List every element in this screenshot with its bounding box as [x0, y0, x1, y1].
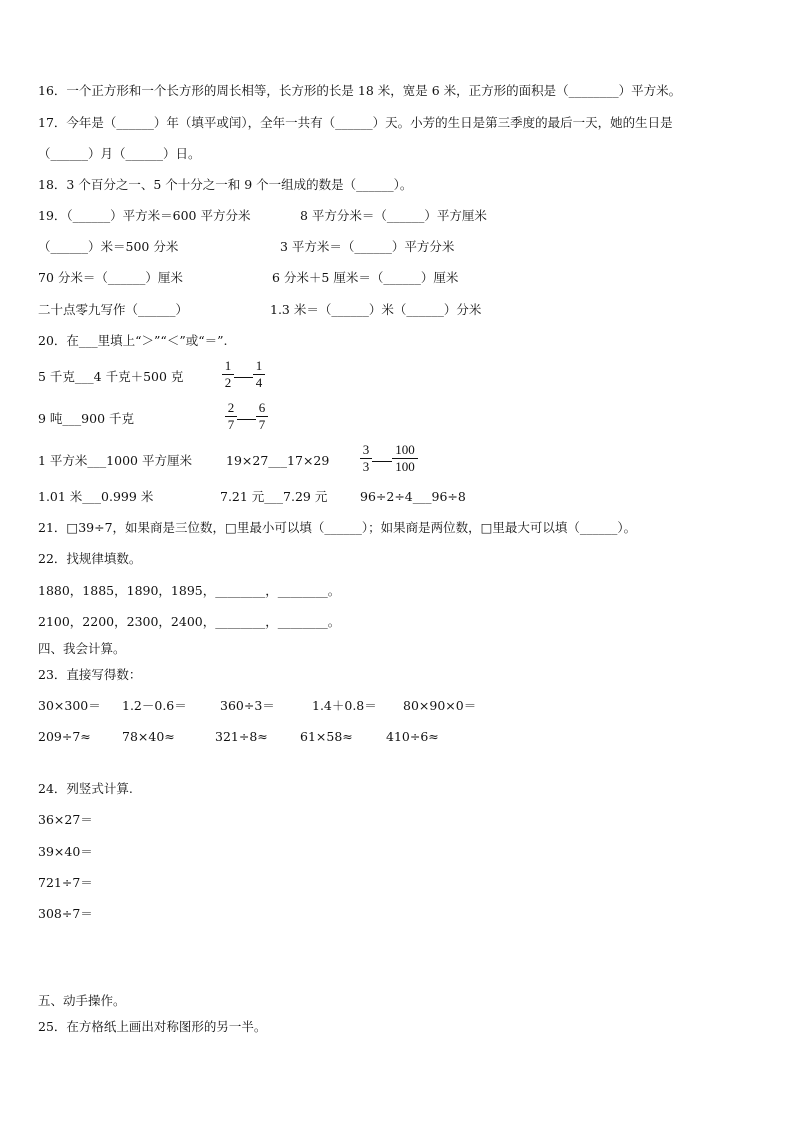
calc-item: 209÷7≈ [38, 729, 91, 744]
vertical-calc-item: 39×40＝ [38, 844, 93, 859]
question-20-item3-a: 1 平方米___1000 平方厘米 [38, 453, 192, 468]
vertical-calc-item: 308÷7＝ [38, 906, 93, 921]
question-19-row3-a: 70 分米＝（______）厘米 [38, 270, 183, 285]
calc-item: 80×90×0＝ [403, 698, 477, 713]
question-20-item3-b: 19×27___17×29 [226, 453, 330, 468]
fraction-2-left: 2 7 [225, 401, 237, 432]
question-20-item1-a: 5 千克___4 千克＋500 克 [38, 369, 184, 384]
question-22-title: 22．找规律填数。 [38, 551, 142, 566]
calc-item: 321÷8≈ [215, 729, 268, 744]
question-22-sequence-1: 1880，1885，1890，1895，________，________。 [38, 583, 341, 598]
fraction-2-right: 6 7 [256, 401, 268, 432]
section-4-heading: 四、我会计算。 [38, 641, 126, 656]
compare-blank [234, 376, 253, 378]
question-22-sequence-2: 2100，2200，2300，2400，________，________。 [38, 614, 341, 629]
compare-blank [237, 418, 256, 420]
compare-blank [372, 460, 392, 462]
fraction-1-right: 1 4 [253, 359, 265, 390]
calc-item: 1.4＋0.8＝ [312, 698, 377, 713]
calc-item: 410÷6≈ [386, 729, 439, 744]
question-23-title: 23．直接写得数： [38, 667, 142, 682]
question-19-row1-a: 19．（______）平方米＝600 平方分米 [38, 208, 251, 223]
calc-item: 61×58≈ [300, 729, 353, 744]
question-24-title: 24．列竖式计算. [38, 781, 133, 796]
question-19-row3-b: 6 分米＋5 厘米＝（______）厘米 [272, 270, 459, 285]
question-16: 16．一个正方形和一个长方形的周长相等，长方形的长是 18 米，宽是 6 米，正方形的面积是（________）平方米。 [38, 83, 682, 98]
question-19-row1-b: 8 平方分米＝（______）平方厘米 [300, 208, 487, 223]
calc-item: 30×300＝ [38, 698, 101, 713]
question-19-row4-b: 1.3 米＝（______）米（______）分米 [270, 302, 482, 317]
question-19-row4-a: 二十点零九写作（______） [38, 302, 189, 317]
question-17-line1: 17．今年是（______）年（填平或闰），全年一共有（______）天。小芳的生日是第三季度的最后一天，她的生日是 [38, 115, 673, 130]
fraction-3-right: 100 100 [392, 443, 418, 474]
vertical-calc-item: 721÷7＝ [38, 875, 93, 890]
calc-item: 360÷3＝ [220, 698, 275, 713]
calc-item: 1.2－0.6＝ [122, 698, 187, 713]
fraction-3-left: 3 3 [360, 443, 372, 474]
question-18: 18．3 个百分之一、5 个十分之一和 9 个一组成的数是（______）。 [38, 177, 413, 192]
question-17-line2: （______）月（______）日。 [38, 146, 201, 161]
question-20-item4-a: 1.01 米___0.999 米 [38, 489, 154, 504]
question-25: 25．在方格纸上画出对称图形的另一半。 [38, 1019, 267, 1034]
question-20-item4-c: 96÷2÷4___96÷8 [360, 489, 466, 504]
question-21: 21．□39÷7，如果商是三位数，□里最小可以填（______）；如果商是两位数，□里最大可以填（______）。 [38, 520, 637, 535]
vertical-calc-item: 36×27＝ [38, 812, 93, 827]
question-20-title: 20．在___里填上“＞”“＜”或“＝”. [38, 333, 228, 348]
fraction-1-left: 1 2 [222, 359, 234, 390]
question-20-item2-a: 9 吨___900 千克 [38, 411, 135, 426]
question-20-item4-b: 7.21 元___7.29 元 [220, 489, 328, 504]
calc-item: 78×40≈ [122, 729, 175, 744]
question-19-row2-a: （______）米＝500 分米 [38, 239, 179, 254]
section-5-heading: 五、动手操作。 [38, 993, 126, 1008]
question-19-row2-b: 3 平方米＝（______）平方分米 [280, 239, 455, 254]
